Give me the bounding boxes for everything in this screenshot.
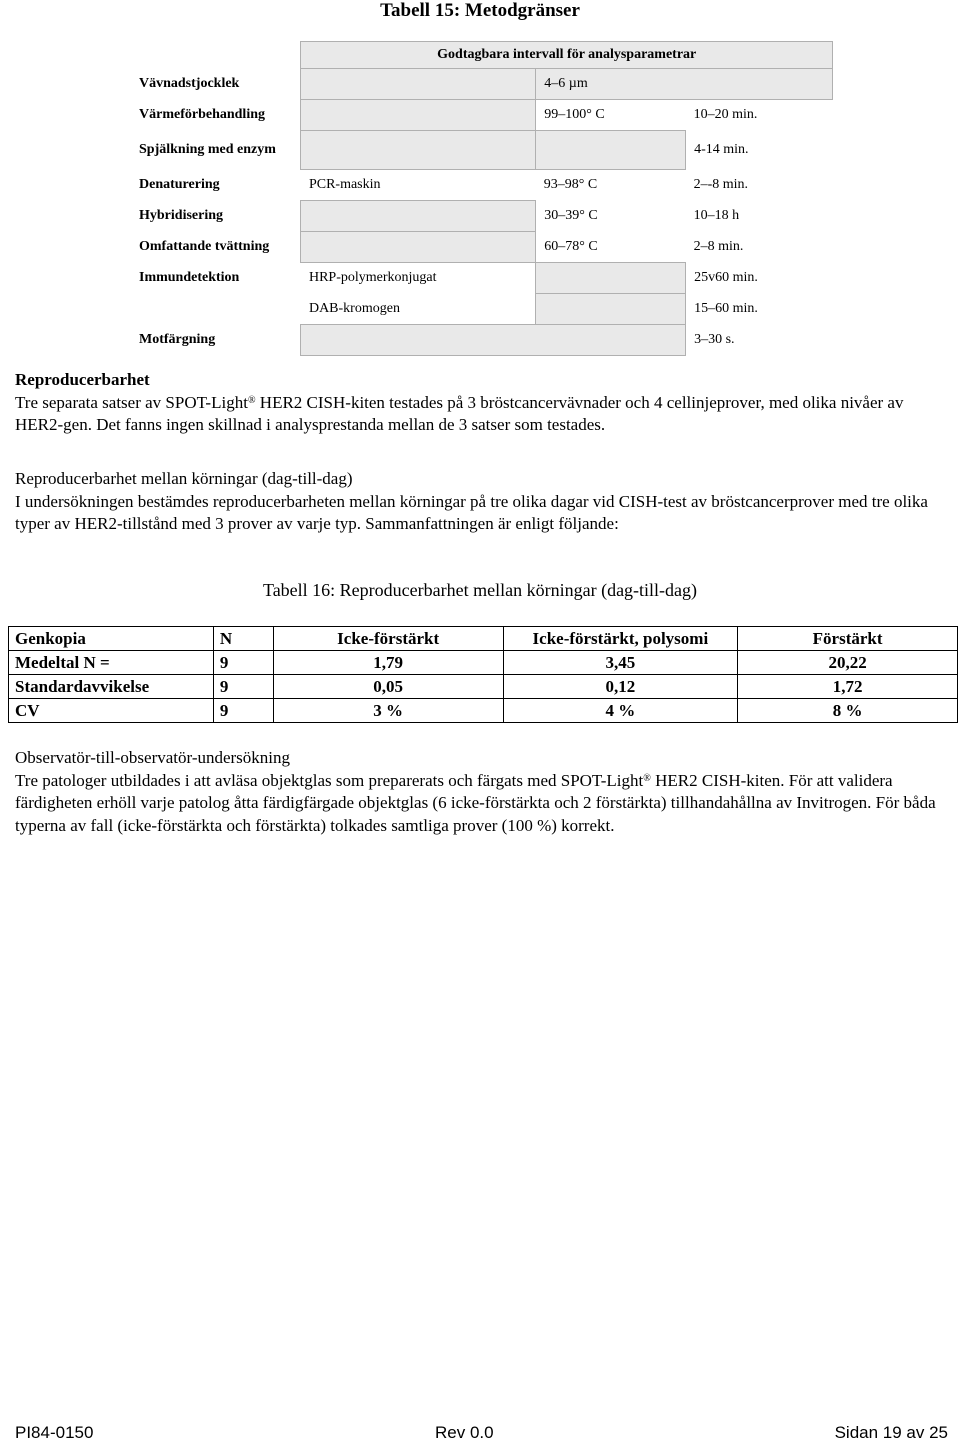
registered-mark: ® (247, 394, 256, 406)
observer-heading: Observatör-till-observatör-undersökning (15, 748, 291, 767)
table-row (131, 69, 833, 100)
table-cell: 8 % (738, 699, 958, 723)
column-header: Förstärkt (738, 627, 958, 651)
row-label: Hybridisering (139, 208, 224, 223)
table-row (131, 170, 833, 201)
table16-title: Tabell 16: Reproducerbarhet mellan körningar (dag-till-dag) (262, 580, 698, 600)
table-cell: 3,45 (503, 651, 738, 675)
table-row (9, 699, 958, 723)
table-cell: 0,05 (273, 675, 503, 699)
time-cell: 4-14 min. (694, 142, 749, 157)
table15-header: Godtagbara intervall för analysparametrar (301, 42, 833, 69)
revision: Rev 0.0 (435, 1423, 494, 1442)
table-row (131, 263, 833, 294)
run-to-run-section (15, 468, 950, 536)
table-cell: 4 % (503, 699, 738, 723)
table-row (131, 100, 833, 131)
row-label: Motfärgning (139, 332, 216, 347)
document-id: PI84-0150 (15, 1423, 94, 1442)
time-cell: 15–60 min. (694, 301, 758, 316)
table-row (131, 232, 833, 263)
table-cell: 1,72 (738, 675, 958, 699)
column-header: Icke-förstärkt (273, 627, 503, 651)
table15-title: Tabell 15: Metodgränser (380, 0, 580, 21)
temp-cell: 99–100° C (544, 107, 605, 122)
table-cell: 9 (213, 651, 273, 675)
run-to-run-heading: Reproducerbarhet mellan körningar (dag-till-dag) (15, 469, 353, 488)
row-label: Standardavvikelse (9, 675, 214, 699)
table-header-row (9, 627, 958, 651)
reproducibility-heading: Reproducerbarhet (15, 370, 150, 389)
reproducibility-text-a: Tre separata satser av SPOT-Light (15, 392, 248, 412)
table-row (131, 131, 833, 170)
registered-mark: ® (643, 772, 651, 784)
row-label: Denaturering (139, 177, 220, 192)
time-cell: 2–8 min. (693, 239, 744, 254)
table-cell: 20,22 (738, 651, 958, 675)
time-cell: 10–20 min. (693, 107, 758, 123)
reproducibility-table (8, 626, 958, 723)
column-header: Genkopia (9, 627, 214, 651)
row-label: Vävnadstjocklek (139, 76, 240, 91)
observer-text-b: HER2 CISH-kiten. För att validera färdigheten erhöll varje patolog åtta färdigfärgade objektglas (6 icke-förstärkta och 2 förstärkta) tillhandahållna av Invitrogen. För båda typerna av fall (icke-förstärkta och förstärkta) tolkades samtliga prover (100 %) korrekt. (15, 770, 936, 835)
table-row (131, 325, 833, 356)
reproducibility-text-b: HER2 CISH-kiten testades på 3 bröstcancervävnader och 4 cellinjeprover, med olika nivåer av HER2-gen. Det fanns ingen skillnad i analysprestanda mellan de 3 satser som testades. (15, 392, 904, 434)
table-cell: 9 (213, 699, 273, 723)
equipment-cell: PCR-maskin (308, 177, 381, 192)
table-cell: 1,79 (273, 651, 503, 675)
column-header: N (213, 627, 273, 651)
row-label: Värmeförbehandling (139, 107, 265, 122)
temp-cell: 93–98° C (543, 177, 598, 193)
table-cell: 3 % (273, 699, 503, 723)
time-cell: 10–18 h (693, 208, 740, 223)
table-row (9, 675, 958, 699)
reproducibility-section (15, 369, 950, 437)
row-label: Medeltal N = (9, 651, 214, 675)
reagent-cell: DAB-kromogen (308, 300, 400, 316)
row-label: Spjälkning med enzym (139, 142, 276, 157)
time-cell: 3–30 s. (694, 332, 735, 347)
table-row (131, 201, 833, 232)
reagent-cell: HRP-polymerkonjugat (308, 270, 437, 286)
row-label: Omfattande tvättning (139, 239, 270, 254)
column-header: Icke-förstärkt, polysomi (503, 627, 738, 651)
time-cell: 2–-8 min. (693, 177, 749, 192)
method-limits-table (131, 41, 833, 356)
page-number: Sidan 19 av 25 (834, 1423, 948, 1442)
observer-text-a: Tre patologer utbildades i att avläsa objektglas som preparerats och färgats med SPOT-Light (15, 770, 644, 790)
temp-cell: 60–78° C (544, 238, 598, 254)
row-label: Immundetektion (139, 270, 240, 285)
run-to-run-text: I undersökningen bestämdes reproducerbarheten mellan körningar på tre olika dagar vid CISH-test av bröstcancerprover med tre olika typer av HER2-tillstånd med 3 prover av varje typ. Sammanfattningen är enligt följande: (15, 491, 928, 533)
row-label: CV (9, 699, 214, 723)
time-cell: 25v60 min. (694, 270, 758, 285)
table-row (131, 294, 833, 325)
table-cell: 9 (213, 675, 273, 699)
range-cell: 4–6 µm (536, 69, 833, 100)
observer-section (15, 747, 950, 837)
table-cell: 0,12 (503, 675, 738, 699)
temp-cell: 30–39° C (544, 208, 598, 223)
table-row (9, 651, 958, 675)
